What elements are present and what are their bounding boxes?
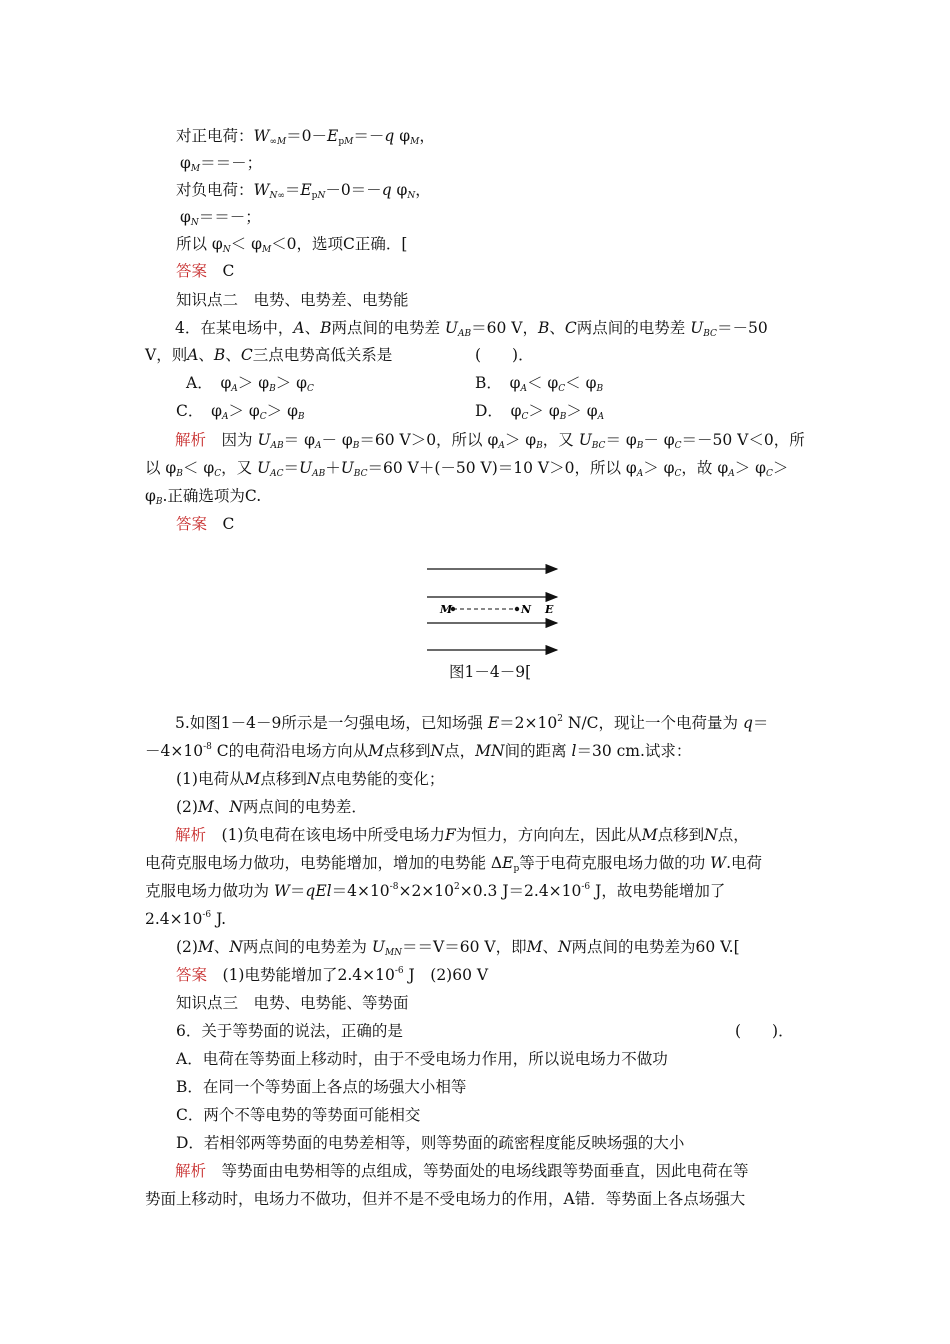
q4-option-a: A． $\varphi_A> \varphi_B> \varphi_C$: [186, 374, 314, 394]
q5-analysis-line4: $2.4\times 10^{-6}$ J.: [145, 910, 227, 928]
answer-label: 答案: [176, 262, 208, 280]
analysis-label: 解析: [175, 431, 207, 449]
answer-value: C: [222, 515, 235, 533]
q5-stem-line1: 5.如图1－4－9所示是一匀强电场，已知场强 $E=2\times 10^2$ N/C，现让一个电荷量为 q＝: [175, 714, 769, 732]
q4-answer-bracket: ( )．: [475, 346, 534, 364]
q6-option-a: A．电荷在等势面上移动时，由于不受电场力作用，所以说电场力不做功: [176, 1050, 668, 1068]
q6-analysis-line2: [145, 1189, 807, 1209]
point-n: [515, 607, 519, 611]
q4-stem-line1: 4．在某电场中，A、B两点间的电势差 $U_{AB}=60$ V，B、C两点间的电势差 $U_{BC}=-50$: [175, 319, 768, 339]
line-positive-charge: 对正电荷：$W_{\infty M}=0-E_{pM}=-q$ $\varphi_M$，: [176, 127, 435, 147]
q6-analysis-text-2: 势面上移动时，电场力不做功，但并不是不受电场力的作用，A错．等势面上各点场强大: [145, 1190, 746, 1208]
label-e: E: [545, 603, 554, 616]
q6-analysis-line1: [145, 1161, 807, 1181]
answer-row-q5: 答案 (1)电势能增加了$2.4\times 10^{-6}$ J (2)60 V: [176, 966, 489, 984]
answer-label: 答案: [176, 966, 208, 984]
q4-stem-line2: V，则A、B、C三点电势高低关系是: [145, 346, 393, 364]
negative-charge-label: 对负电荷：: [176, 181, 254, 199]
q5-sub-question-2: (2)M、N两点间的电势差．: [176, 798, 367, 816]
q4-analysis-line3: $\varphi_B$.正确选项为C.: [145, 487, 262, 507]
positive-charge-label: 对正电荷：: [176, 127, 254, 145]
q6-option-d: D．若相邻两等势面的电势差相等，则等势面的疏密程度能反映场强的大小: [176, 1134, 685, 1152]
knowledge-point-3: 知识点三 电势、电势能、等势面: [176, 994, 409, 1012]
q6-answer-bracket: ( )．: [735, 1022, 794, 1040]
q4-analysis-line2: 以 $\varphi_B< \varphi_C$，又 $U_{AC}=U_{AB}+U_{BC}=60$ V＋(－50 V)＝10 V＞0，所以 $\varphi_A> \varphi_C$，故 $\varphi_A> \varphi_C>$: [145, 459, 789, 479]
q5-analysis-line3: 克服电场力做功为 $W=qEl=4\times 10^{-8}\times 2\times 10^2\times 0.3$ $J=2.4\times 10^{-6}$ J，故电势能增加了: [145, 882, 726, 900]
analysis-label: 解析: [175, 1162, 207, 1180]
q5-stem-line2: $-4\times 10^{-8}$ C的电荷沿电场方向从M点移到N点，MN间的距离 l＝30 cm.试求：: [145, 742, 692, 760]
line-phi-n: $\varphi_N==-$；: [180, 208, 261, 228]
q6-option-c: C．两个不等电势的等势面可能相交: [176, 1106, 421, 1124]
answer-row-q4: [176, 514, 234, 534]
knowledge-point-2: 知识点二 电势、电势差、电势能: [176, 291, 409, 309]
label-n: N: [521, 603, 532, 616]
q6-option-b: B．在同一个等势面上各点的场强大小相等: [176, 1078, 467, 1096]
uniform-field-figure: [420, 555, 570, 660]
label-m: M: [440, 603, 453, 616]
q6-stem: 6．关于等势面的说法，正确的是: [176, 1022, 403, 1040]
q5-analysis-line5: (2)M、N两点间的电势差为 $U_{MN}==V=60$ V，即M、N两点间的电势差为60 V.[: [176, 938, 740, 958]
answer-row-q3: [176, 261, 234, 281]
q5-analysis-line1: 解析 (1)负电荷在该电场中所受电场力F为恒力，方向向左，因此从M点移到N点，: [175, 826, 749, 844]
line-negative-charge: 对负电荷：$W_{N\infty}=E_{pN}-0=-q$ $\varphi_N$，: [176, 181, 431, 201]
line-conclusion: 所以 $\varphi_N< \varphi_M<0$，选项C正确．[: [176, 235, 408, 255]
q6-analysis-text-1: 等势面由电势相等的点组成，等势面处的电场线跟等势面垂直，因此电荷在等: [221, 1162, 749, 1180]
line-phi-m: $\varphi_M==-$；: [180, 154, 263, 174]
answer-label: 答案: [176, 515, 208, 533]
q4-analysis-line1: 解析 因为 $U_{AB}= \varphi_A- \varphi_B=60$ V＞0，所以 $\varphi_A> \varphi_B$，又 $U_{BC}= \varphi_B- \varphi_C=-50$ V＜0，所: [175, 431, 805, 451]
q5-sub-question-1: (1)电荷从M点移到N点电势能的变化；: [176, 770, 445, 788]
q4-option-b: B． $\varphi_A< \varphi_C< \varphi_B$: [475, 374, 604, 394]
q4-option-d: D． $\varphi_C> \varphi_B> \varphi_A$: [475, 402, 605, 422]
figure-caption: 图1－4－9[: [449, 663, 532, 681]
analysis-label: 解析: [175, 826, 207, 844]
q5-analysis-line2: 电荷克服电场力做功，电势能增加，增加的电势能 $\Delta E_p$等于电荷克服电场力做的功 W.电荷: [145, 854, 763, 874]
q4-option-c: C． $\varphi_A> \varphi_C> \varphi_B$: [176, 402, 305, 422]
answer-value: C: [222, 262, 235, 280]
